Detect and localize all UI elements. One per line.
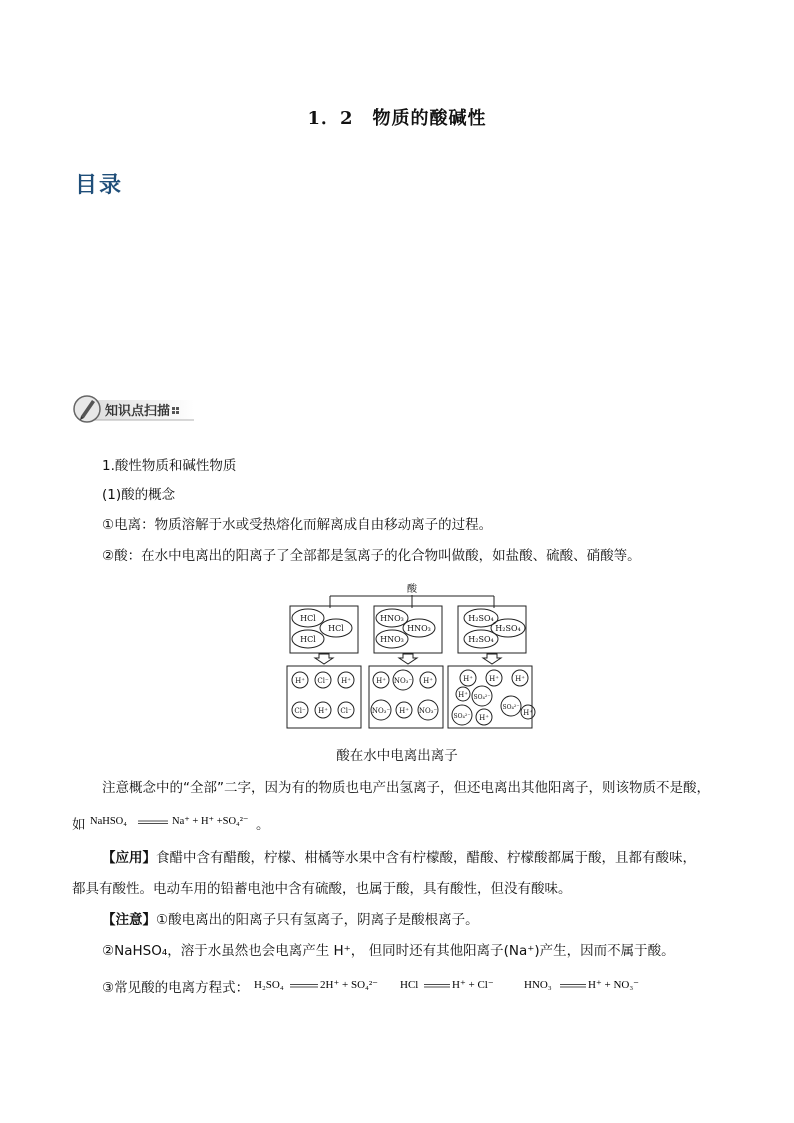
- ion-label: NO₃⁻: [418, 707, 438, 715]
- molecule-label: H₂SO₄: [468, 635, 494, 644]
- ion-label: H⁺: [295, 677, 305, 685]
- caution-line1: [102, 910, 479, 930]
- apply-tag: 【应用】: [102, 850, 156, 866]
- equation-left: HNO₃: [524, 979, 552, 991]
- equation-left: NaHSO₄: [90, 816, 127, 827]
- ion-label: H⁺: [463, 675, 473, 683]
- molecule-label: HCl: [328, 624, 344, 633]
- note-prefix: 如: [72, 817, 86, 833]
- ion-label: H⁺: [489, 675, 499, 683]
- ion-label: H⁺: [318, 707, 328, 715]
- molecule-label: H₂SO₄: [495, 624, 521, 633]
- equation-right: H⁺ + NO₃⁻: [588, 979, 639, 991]
- note-paragraph-line1: 注意概念中的“全部”二字，因为有的物质也电产出氢离子，但还电离出其他阳离子，则该物质不是酸，: [102, 780, 710, 796]
- molecule-label: HNO₃: [380, 614, 404, 623]
- molecule-label: H₂SO₄: [468, 614, 494, 623]
- molecule-label: HCl: [300, 635, 316, 644]
- ion-label: H⁺: [523, 709, 533, 717]
- apply-paragraph-line2: 都具有酸性。电动车用的铅蓄电池中含有硫酸，也属于酸，具有酸性，但没有酸味。: [72, 881, 572, 897]
- note-suffix: 。: [256, 817, 270, 833]
- caution-tag: 【注意】: [102, 912, 156, 928]
- common-acid-equations: [252, 973, 652, 1001]
- molecule-label: HNO₃: [407, 624, 431, 633]
- ion-label: Cl⁻: [317, 677, 329, 685]
- section-heading: 1.酸性物质和碱性物质: [102, 458, 237, 474]
- apply-text: 食醋中含有醋酸，柠檬、柑橘等水果中含有柠檬酸，醋酸、柠檬酸都属于酸，且都有酸味，: [156, 850, 696, 866]
- equation-right: 2H⁺ + SO₄²⁻: [320, 979, 378, 991]
- toc-heading: 目录: [75, 173, 124, 198]
- acid-definition: ②酸：在水中电离出的阳离子了全部都是氢离子的化合物叫做酸，如盐酸、硫酸、硝酸等。: [102, 548, 641, 564]
- molecule-label: HNO₃: [380, 635, 404, 644]
- equation-right: Na⁺ + H⁺ +SO₄²⁻: [172, 816, 249, 827]
- caution-line3-prefix: ③常见酸的电离方程式：: [102, 980, 250, 996]
- ion-label: H⁺: [376, 677, 386, 685]
- ion-label: H⁺: [399, 707, 409, 715]
- equation-left: H₂SO₄: [254, 979, 284, 991]
- acid-ionization-diagram: [282, 582, 542, 736]
- ionization-definition: ①电离：物质溶解于水或受热熔化而解离成自由移动离子的过程。: [102, 517, 493, 533]
- ion-label: SO₄²⁻: [473, 694, 491, 701]
- caution-text: ①酸电离出的阳离子只有氢离子，阴离子是酸根离子。: [156, 912, 479, 928]
- caution-line2: ②NaHSO₄，溶于水虽然也会电离产生 H⁺， 但同时还有其他阳离子(Na⁺)产生，因而不属于酸。: [102, 943, 675, 959]
- ion-label: SO₄²⁻: [502, 704, 520, 711]
- ion-label: H⁺: [479, 714, 489, 722]
- ion-label: NO₃⁻: [393, 677, 413, 685]
- knowledge-banner: [72, 392, 197, 426]
- ion-label: H⁺: [423, 677, 433, 685]
- ion-label: H⁺: [458, 691, 468, 699]
- diagram-top-label: 酸: [407, 584, 417, 595]
- ion-label: Cl⁻: [340, 707, 352, 715]
- subsection-heading: (1)酸的概念: [102, 487, 176, 503]
- page-title: 1．2 物质的酸碱性: [307, 108, 487, 129]
- ion-label: H⁺: [341, 677, 351, 685]
- diagram-caption: 酸在水中电离出离子: [336, 748, 458, 764]
- banner-label: 知识点扫描: [105, 404, 171, 419]
- ion-label: H⁺: [515, 675, 525, 683]
- equation-right: H⁺ + Cl⁻: [452, 979, 494, 991]
- ion-label: SO₄²⁻: [453, 713, 471, 720]
- apply-paragraph-line1: [102, 848, 696, 868]
- molecule-label: HCl: [300, 614, 316, 623]
- ion-label: NO₃⁻: [371, 707, 391, 715]
- ion-label: Cl⁻: [294, 707, 306, 715]
- equation-left: HCl: [400, 979, 419, 991]
- nahso4-equation: [88, 810, 268, 836]
